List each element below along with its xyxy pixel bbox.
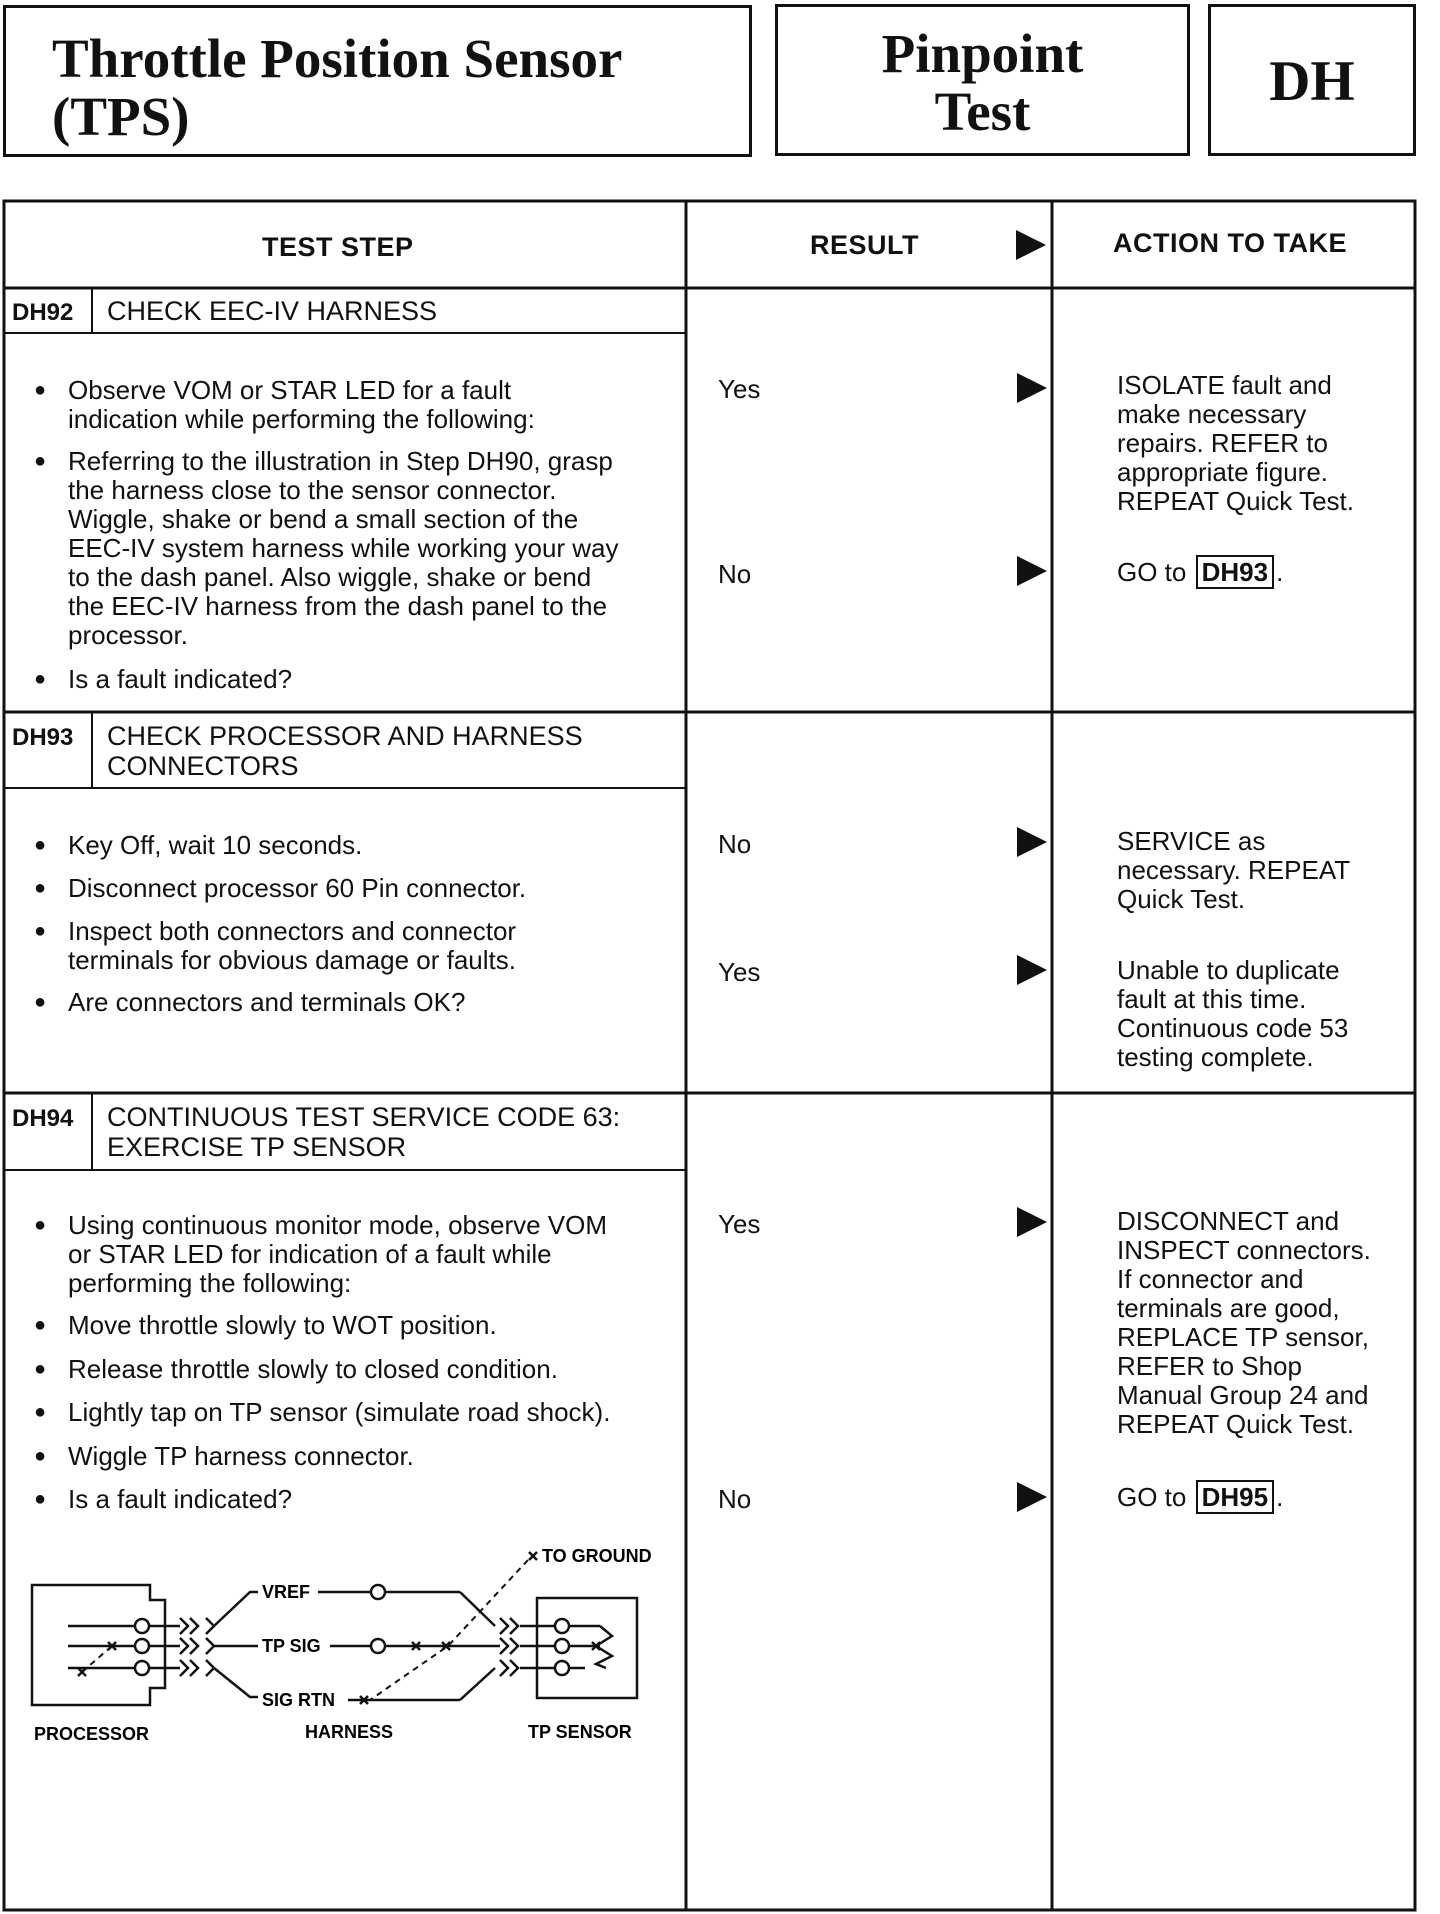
- step-bullet: ● Is a fault indicated?: [34, 1485, 292, 1514]
- tp-sensor-label: TP SENSOR: [528, 1722, 632, 1742]
- step-bullet: ● Inspect both connectors and connector terminals for obvious damage or faults.: [34, 917, 516, 975]
- step-title: CHECK EEC-IV HARNESS: [107, 296, 438, 326]
- step-reference[interactable]: DH93: [1196, 555, 1274, 589]
- step-bullet: ● Is a fault indicated?: [34, 665, 292, 694]
- action-text: ISOLATE fault and make necessary repairs. REFER to appropriate figure. REPEAT Quick Test.: [1117, 370, 1354, 516]
- step-id: DH92: [12, 299, 74, 326]
- step-title: CHECK PROCESSOR AND HARNESS CONNECTORS: [107, 721, 583, 781]
- step-bullet: ● Release throttle slowly to closed condition.: [34, 1355, 558, 1384]
- column-header-action: ACTION TO TAKE: [1113, 228, 1347, 258]
- step-bullet: ● Referring to the illustration in Step DH90, grasp the harness close to the sensor connector. Wiggle, shake or bend a small section of the EEC-IV system harness while working your way to the dash panel. Also wiggle, shake or bend the EEC-IV harness from the dash panel to the processor.: [34, 447, 619, 650]
- vref-label: VREF: [262, 1582, 311, 1602]
- processor-label: PROCESSOR: [34, 1724, 150, 1744]
- goto-suffix: .: [1276, 1482, 1284, 1512]
- title-line-2: (TPS): [52, 86, 190, 147]
- harness-label: HARNESS: [305, 1722, 394, 1742]
- result-label: Yes: [718, 374, 761, 404]
- result-label: No: [718, 1484, 752, 1514]
- goto-prefix: GO to: [1117, 1482, 1187, 1512]
- goto-suffix: .: [1276, 557, 1284, 587]
- step-reference[interactable]: DH95: [1196, 1480, 1274, 1514]
- step-bullet: ● Observe VOM or STAR LED for a fault indication while performing the following:: [34, 376, 535, 434]
- step-bullet: ● Move throttle slowly to WOT position.: [34, 1311, 497, 1340]
- column-header-result: RESULT: [810, 230, 919, 260]
- result-label: No: [718, 829, 752, 859]
- result-label: No: [718, 559, 752, 589]
- column-header-test-step: TEST STEP: [262, 232, 414, 262]
- action-text: DISCONNECT and INSPECT connectors. If connector and terminals are good, REPLACE TP sensor, REFER to Shop Manual Group 24 and REPEAT Quick Test.: [1117, 1206, 1371, 1439]
- section-code: DH: [1269, 50, 1355, 113]
- action-text: SERVICE as necessary. REPEAT Quick Test.: [1117, 826, 1351, 914]
- step-bullet: ● Key Off, wait 10 seconds.: [34, 831, 362, 860]
- step-bullet: ● Disconnect processor 60 Pin connector.: [34, 874, 526, 903]
- result-label: Yes: [718, 1209, 761, 1239]
- step-bullet: ● Lightly tap on TP sensor (simulate road shock).: [34, 1398, 610, 1427]
- to-ground-label: TO GROUND: [542, 1546, 652, 1566]
- pinpoint-line-1: Pinpoint: [881, 23, 1084, 84]
- step-id: DH94: [12, 1105, 74, 1132]
- result-label: Yes: [718, 957, 761, 987]
- action-text: Unable to duplicate fault at this time. Continuous code 53 testing complete.: [1117, 955, 1349, 1072]
- goto-prefix: GO to: [1117, 557, 1187, 587]
- step-title: CONTINUOUS TEST SERVICE CODE 63: EXERCISE TP SENSOR: [107, 1102, 621, 1162]
- step-bullet: ● Using continuous monitor mode, observe VOM or STAR LED for indication of a fault while performing the following:: [34, 1211, 607, 1298]
- pinpoint-line-2: Test: [934, 81, 1031, 142]
- step-id: DH93: [12, 724, 74, 751]
- title-line-1: Throttle Position Sensor: [52, 28, 623, 89]
- step-bullet: ● Are connectors and terminals OK?: [34, 988, 465, 1017]
- sig-rtn-label: SIG RTN: [262, 1690, 336, 1710]
- step-bullet: ● Wiggle TP harness connector.: [34, 1442, 414, 1471]
- tp-sig-label: TP SIG: [262, 1636, 321, 1656]
